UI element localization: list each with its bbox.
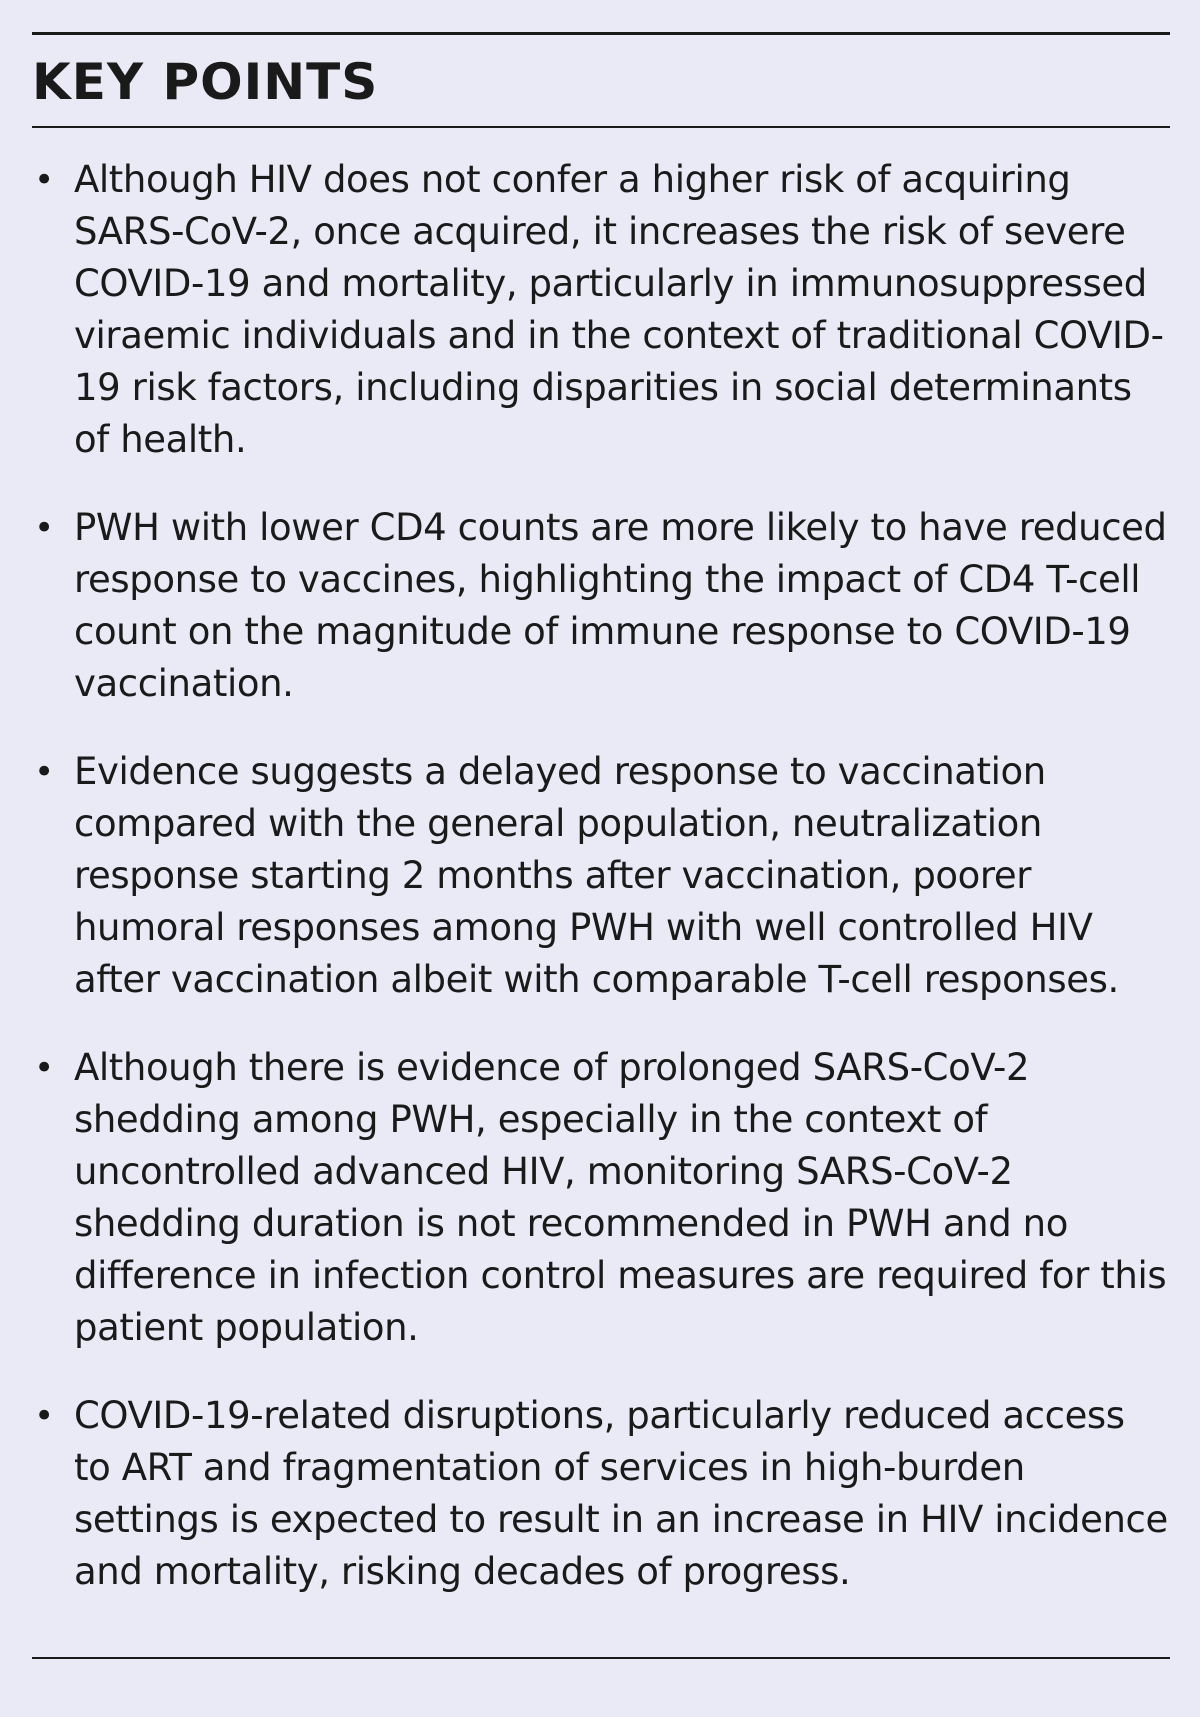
top-rule	[32, 32, 1170, 35]
key-point-item	[32, 1390, 1170, 1598]
key-point-item	[32, 746, 1170, 1006]
key-points-list	[32, 154, 1170, 1598]
bullet-icon: •	[34, 160, 54, 200]
key-point-item	[32, 502, 1170, 710]
key-point-text: COVID-19-related disruptions, particularly reduced access to ART and fragmentation of services in high-burden settings is expected to result in an increase in HIV incidence and mortality, risking decades of progress.	[74, 1394, 1168, 1593]
key-point-text: Although HIV does not confer a higher risk of acquiring SARS-CoV-2, once acquired, it increases the risk of severe COVID-19 and mortality, particularly in immunosuppressed viraemic individuals and in the context of traditional COVID-19 risk factors, including disparities in social determinants of health.	[74, 158, 1164, 461]
bottom-rule	[32, 1657, 1170, 1659]
key-point-text: PWH with lower CD4 counts are more likely to have reduced response to vaccines, highlighting the impact of CD4 T-cell count on the magnitude of immune response to COVID-19 vaccination.	[74, 506, 1167, 705]
key-points-box	[32, 32, 1170, 1662]
bullet-icon: •	[34, 508, 54, 548]
bullet-icon: •	[34, 1048, 54, 1088]
key-point-item	[32, 154, 1170, 466]
title-rule	[32, 126, 1170, 128]
bullet-icon: •	[34, 1396, 54, 1436]
bullet-icon: •	[34, 752, 54, 792]
key-point-text: Although there is evidence of prolonged SARS-CoV-2 shedding among PWH, especially in the context of uncontrolled advanced HIV, monitoring SARS-CoV-2 shedding duration is not recommended in PWH and no difference in infection control measures are required for this patient population.	[74, 1046, 1167, 1349]
key-point-item	[32, 1042, 1170, 1354]
key-point-text: Evidence suggests a delayed response to vaccination compared with the general population, neutralization response starting 2 months after vaccination, poorer humoral responses among PWH with well controlled HIV after vaccination albeit with comparable T-cell responses.	[74, 750, 1119, 1001]
key-points-title: KEY POINTS	[32, 53, 379, 111]
